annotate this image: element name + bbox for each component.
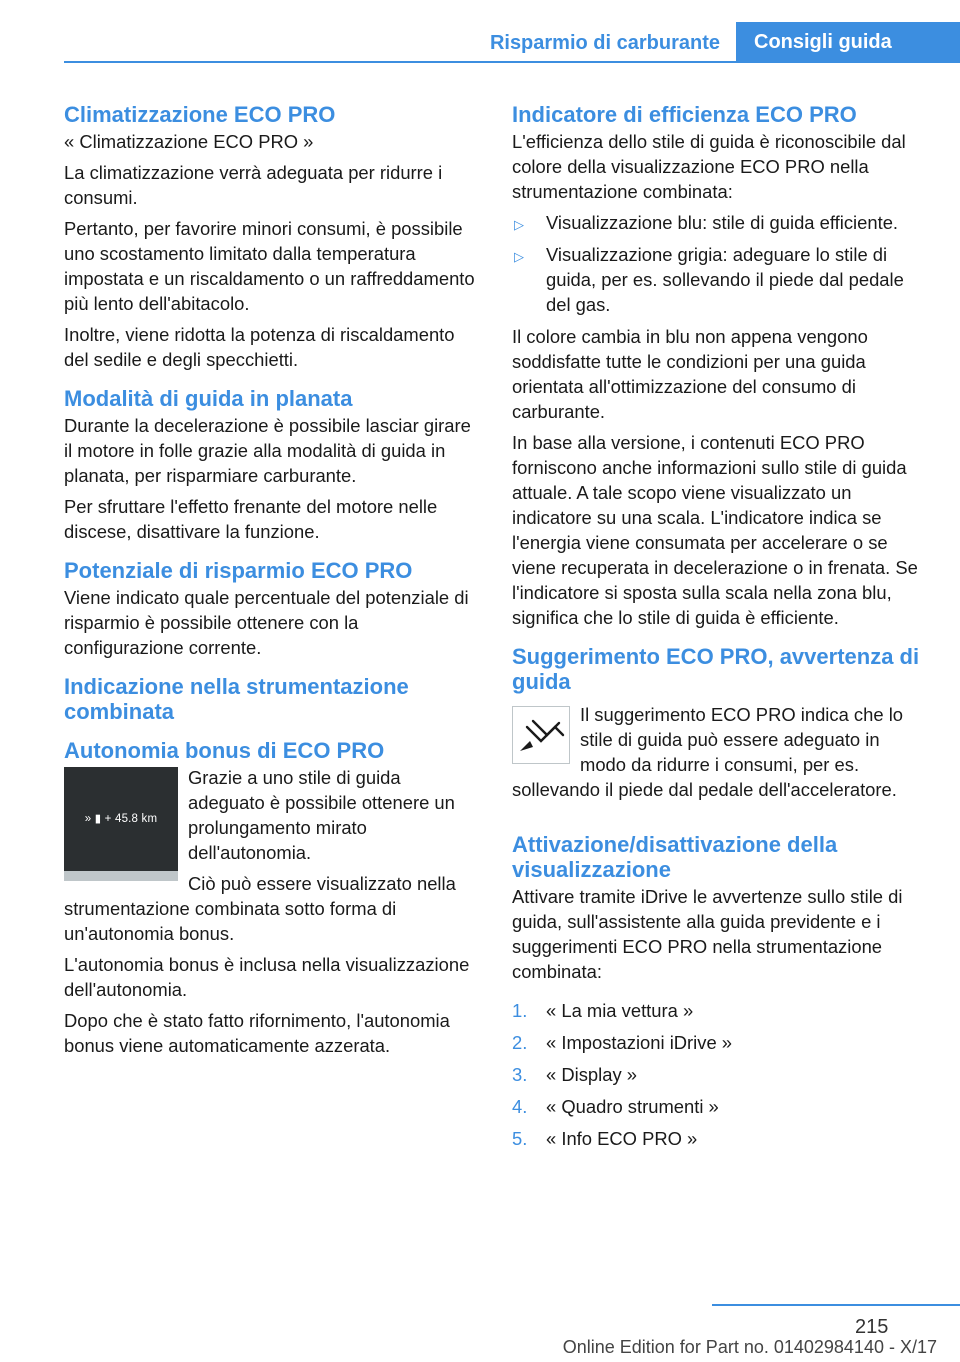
heading-planata: Modalità di guida in planata — [64, 386, 353, 411]
paragraph: Ciò può essere visualizzato nella strumentazione combinata sotto forma di un'autonomia bonus. — [64, 873, 456, 944]
right-column — [512, 102, 928, 1158]
paragraph: Pertanto, per favorire minori consumi, è possibile uno scostamento limitato dalla temperatura impostata e un riscaldamento o un raffreddamento più lento dell'abitacolo. — [64, 218, 475, 314]
heading-autonomia-bonus: Autonomia bonus di ECO PRO — [64, 738, 385, 763]
triangle-bullet-icon: ▷ — [514, 249, 524, 264]
instrument-cluster-image — [64, 767, 178, 881]
footer-rule — [712, 1304, 960, 1306]
chevrons-fuel-icon: » ▮ — [84, 813, 102, 825]
page-header — [0, 0, 960, 64]
page-number: 215 — [855, 1316, 889, 1338]
paragraph: Inoltre, viene ridotta la potenza di riscaldamento del sedile e degli specchietti. — [64, 324, 455, 370]
left-column — [64, 102, 480, 1064]
heading-indicazione: Indicazione nella strumentazione combinata — [64, 674, 409, 724]
heading-climatizzazione: Climatizzazione ECO PRO — [64, 102, 336, 127]
triangle-bullet-icon: ▷ — [514, 217, 524, 232]
steps-list — [512, 998, 928, 1151]
paragraph: Il colore cambia in blu non appena vengono soddisfatte tutte le condizioni per una guida orientata all'ottimizzazione del consumo di carburante. — [512, 326, 868, 422]
paragraph: Il suggerimento ECO PRO indica che lo stile di guida può essere adeguato in modo da ridurre i consumi, per es. sollevando il piede dal pedale dell'acceleratore. — [512, 704, 904, 800]
paragraph: « Climatizzazione ECO PRO » — [64, 131, 314, 152]
paragraph: Viene indicato quale percentuale del potenziale di risparmio è possibile ottenere con la configurazione corrente. — [64, 587, 469, 658]
paragraph: L'efficienza dello stile di guida è riconoscibile dal colore della visualizzazione ECO PRO nella strumentazione combinata: — [512, 131, 906, 202]
paragraph: La climatizzazione verrà adeguata per ridurre i consumi. — [64, 162, 443, 208]
eco-pro-hint-icon — [512, 706, 570, 764]
list-item: ▷ Visualizzazione blu: stile di guida efficiente. — [512, 210, 928, 235]
list-item: 1. « La mia vettura » — [512, 1000, 694, 1021]
paragraph: Dopo che è stato fatto rifornimento, l'autonomia bonus viene automaticamente azzerata. — [64, 1010, 450, 1056]
bullet-list — [512, 210, 928, 317]
paragraph: Attivare tramite iDrive le avvertenze sullo stile di guida, sull'assistente alla guida previdente e i suggerimenti ECO PRO nella strumentazione combinata: — [512, 886, 903, 982]
chapter-tab: Consigli guida — [736, 22, 960, 62]
paragraph: Per sfruttare l'effetto frenante del motore nelle discese, disattivare la funzione. — [64, 496, 438, 542]
list-item: ▷ Visualizzazione grigia: adeguare lo stile di guida, per es. sollevando il piede dal pedale del gas. — [514, 244, 904, 315]
autonomia-figure-block — [64, 765, 480, 952]
list-item: 2. « Impostazioni iDrive » — [512, 1032, 733, 1053]
heading-efficienza: Indicatore di efficienza ECO PRO — [512, 102, 857, 127]
list-item: 3. « Display » — [512, 1064, 637, 1085]
edition-footer: Online Edition for Part no. 01402984140 - X/17 — [562, 1337, 937, 1357]
bonus-range-readout: + 45.8 km — [104, 813, 158, 825]
paragraph: Grazie a uno stile di guida adeguato è possibile ottenere un prolungamento mirato dell'autonomia. — [188, 767, 455, 863]
paragraph: Durante la decelerazione è possibile lasciar girare il motore in folle grazie alla modalità di guida in planata, per risparmiare carburante. — [64, 415, 471, 486]
header-rule — [64, 61, 960, 63]
suggerimento-block — [512, 702, 928, 808]
heading-attivazione: Attivazione/disattivazione della visualizzazione — [512, 832, 838, 882]
list-item: 4. « Quadro strumenti » — [512, 1096, 719, 1117]
paragraph: L'autonomia bonus è inclusa nella visualizzazione dell'autonomia. — [64, 954, 470, 1000]
heading-potenziale: Potenziale di risparmio ECO PRO — [64, 558, 413, 583]
heading-suggerimento: Suggerimento ECO PRO, avvertenza di guida — [512, 644, 920, 694]
section-title: Risparmio di carburante — [489, 32, 720, 54]
paragraph: In base alla versione, i contenuti ECO PRO forniscono anche informazioni sullo stile di guida attuale. A tale scopo viene visualizzato un indicatore su una scala. L'indicatore indica se l'energia viene consumata per accelerare o se viene recuperata in decelerazione o in frenata. Se l'indicatore si sposta sulla scala nella zona blu, significa che lo stile di guida è efficiente. — [512, 432, 918, 628]
list-item: 5. « Info ECO PRO » — [512, 1128, 698, 1149]
